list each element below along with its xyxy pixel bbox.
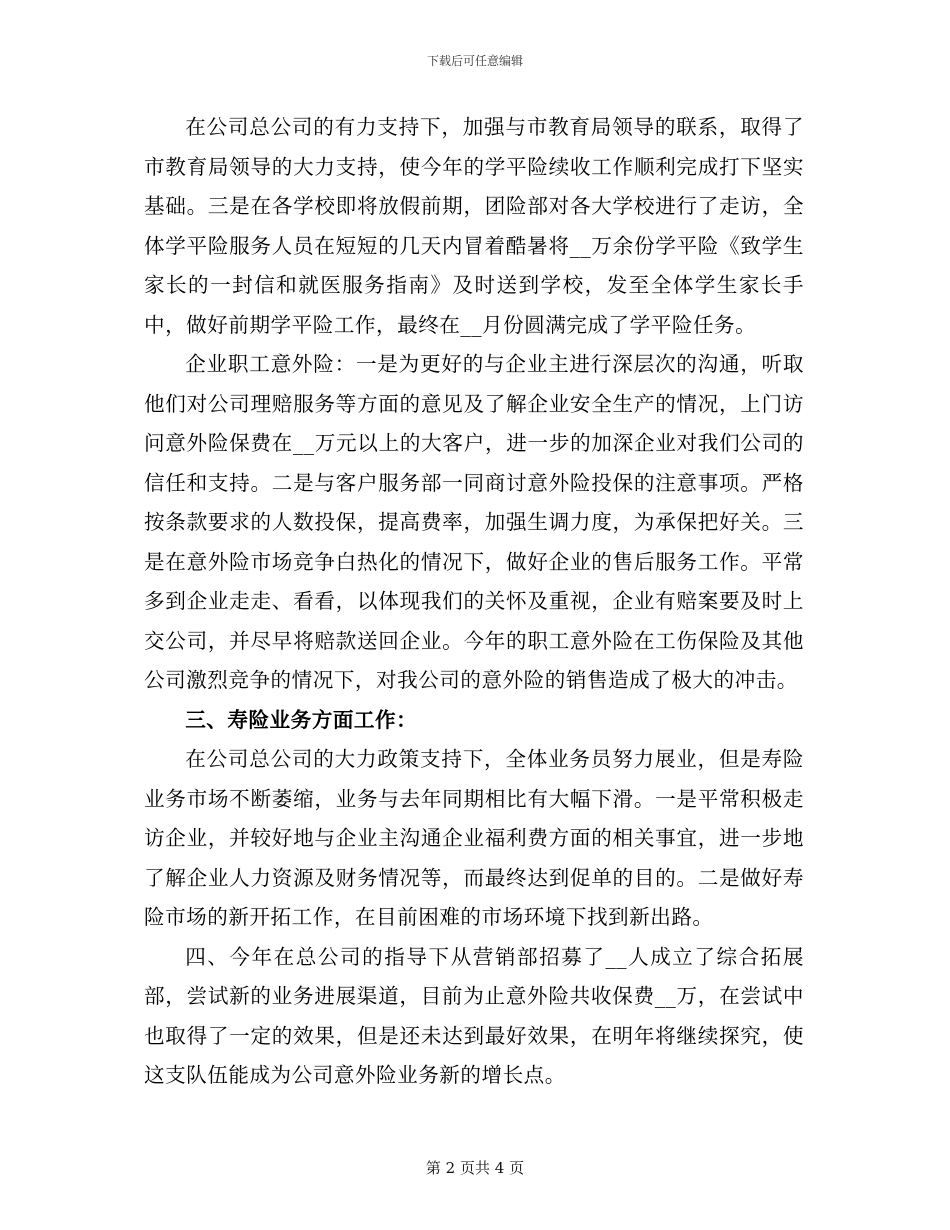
page-header: 下载后可任意编辑 xyxy=(426,54,523,68)
section-heading-life-insurance: 三、寿险业务方面工作： xyxy=(185,707,418,732)
paragraph-expansion-department: 四、今年在总公司的指导下从营销部招募了__人成立了综合拓展部，尝试新的业务进展渠道，目前为止意外险共收保费__万，在尝试中也取得了一定的效果，但是还未达到最好效果，在明年将继续探究，使这支队伍能成为公司意外险业务新的增长点。 xyxy=(144,944,804,1087)
paragraph-life-insurance: 在公司总公司的大力政策支持下，全体业务员努力展业，但是寿险业务市场不断萎缩，业务与去年同期相比有大幅下滑。一是平常积极走访企业，并较好地与企业主沟通企业福利费方面的相关事宜，进一步地了解企业人力资源及财务情况等，而最终达到促单的目的。二是做好寿险市场的新开拓工作，在目前困难的市场环境下找到新出路。 xyxy=(144,747,804,929)
paragraph-employee-accident-insurance: 企业职工意外险：一是为更好的与企业主进行深层次的沟通，听取他们对公司理赔服务等方面的意见及了解企业安全生产的情况，上门访问意外险保费在__万元以上的大客户，进一步的加深企业对我们公司的信任和支持。二是与客户服务部一同商讨意外险投保的注意事项。严格按条款要求的人数投保，提高费率，加强生调力度，为承保把好关。三是在意外险市场竞争白热化的情况下，做好企业的售后服务工作。平常多到企业走走、看看，以体现我们的关怀及重视，企业有赔案要及时上交公司，并尽早将赔款送回企业。今年的职工意外险在工伤保险及其他公司激烈竞争的情况下，对我公司的意外险的销售造成了极大的冲击。 xyxy=(144,352,804,692)
paragraph-student-insurance: 在公司总公司的有力支持下，加强与市教育局领导的联系，取得了市教育局领导的大力支持，使今年的学平险续收工作顺利完成打下坚实基础。三是在各学校即将放假前期，团险部对各大学校进行了走访，全体学平险服务人员在短短的几天内冒着酷暑将__万余份学平险《致学生家长的一封信和就医服务指南》及时送到学校，发至全体学生家长手中，做好前期学平险工作，最终在__月份圆满完成了学平险任务。 xyxy=(144,115,804,337)
document-body xyxy=(144,108,804,1096)
page-number: 第 2 页共 4 页 xyxy=(425,1159,525,1177)
